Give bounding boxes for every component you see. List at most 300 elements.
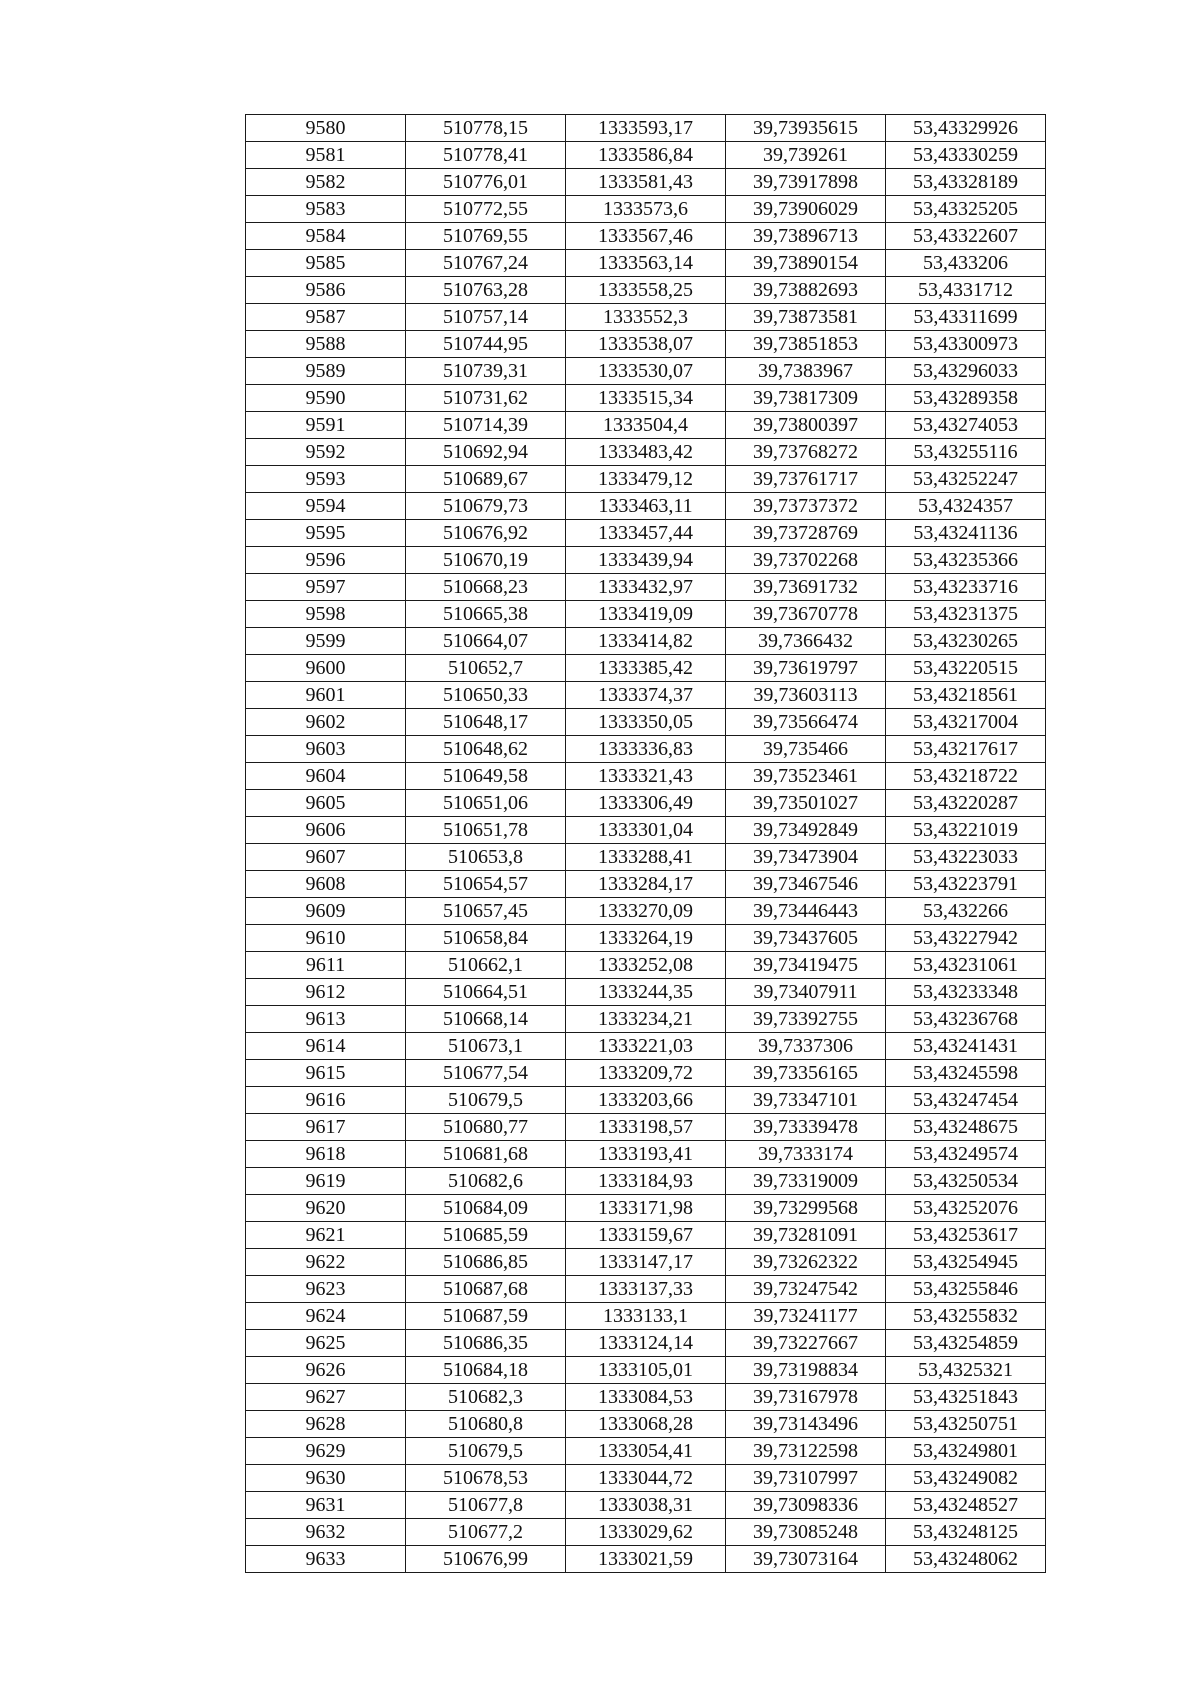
y-coordinate-cell: 1333029,62 — [566, 1519, 726, 1546]
table-row — [246, 1492, 1046, 1519]
table-row — [246, 952, 1046, 979]
x-coordinate-cell: 510744,95 — [406, 331, 566, 358]
point-number-cell: 9612 — [246, 979, 406, 1006]
longitude-cell: 39,739261 — [726, 142, 886, 169]
y-coordinate-cell: 1333193,41 — [566, 1141, 726, 1168]
y-coordinate-cell: 1333044,72 — [566, 1465, 726, 1492]
point-number-cell: 9614 — [246, 1033, 406, 1060]
latitude-cell: 53,43231375 — [886, 601, 1046, 628]
point-number-cell: 9623 — [246, 1276, 406, 1303]
point-number-cell: 9595 — [246, 520, 406, 547]
y-coordinate-cell: 1333419,09 — [566, 601, 726, 628]
table-row — [246, 898, 1046, 925]
point-number-cell: 9633 — [246, 1546, 406, 1573]
table-row — [246, 1546, 1046, 1573]
point-number-cell: 9599 — [246, 628, 406, 655]
x-coordinate-cell: 510680,77 — [406, 1114, 566, 1141]
point-number-cell: 9621 — [246, 1222, 406, 1249]
point-number-cell: 9629 — [246, 1438, 406, 1465]
point-number-cell: 9592 — [246, 439, 406, 466]
longitude-cell: 39,73241177 — [726, 1303, 886, 1330]
longitude-cell: 39,73467546 — [726, 871, 886, 898]
x-coordinate-cell: 510682,3 — [406, 1384, 566, 1411]
table-row — [246, 466, 1046, 493]
longitude-cell: 39,73247542 — [726, 1276, 886, 1303]
point-number-cell: 9597 — [246, 574, 406, 601]
table-row — [246, 385, 1046, 412]
table-row — [246, 1087, 1046, 1114]
x-coordinate-cell: 510662,1 — [406, 952, 566, 979]
table-row — [246, 574, 1046, 601]
x-coordinate-cell: 510664,07 — [406, 628, 566, 655]
latitude-cell: 53,43328189 — [886, 169, 1046, 196]
coordinates-table-body — [246, 115, 1046, 1573]
x-coordinate-cell: 510677,2 — [406, 1519, 566, 1546]
point-number-cell: 9585 — [246, 250, 406, 277]
longitude-cell: 39,73347101 — [726, 1087, 886, 1114]
x-coordinate-cell: 510676,99 — [406, 1546, 566, 1573]
y-coordinate-cell: 1333479,12 — [566, 466, 726, 493]
x-coordinate-cell: 510731,62 — [406, 385, 566, 412]
point-number-cell: 9605 — [246, 790, 406, 817]
latitude-cell: 53,43230265 — [886, 628, 1046, 655]
table-row — [246, 196, 1046, 223]
longitude-cell: 39,73437605 — [726, 925, 886, 952]
point-number-cell: 9608 — [246, 871, 406, 898]
point-number-cell: 9588 — [246, 331, 406, 358]
latitude-cell: 53,43233348 — [886, 979, 1046, 1006]
longitude-cell: 39,73935615 — [726, 115, 886, 142]
y-coordinate-cell: 1333432,97 — [566, 574, 726, 601]
y-coordinate-cell: 1333538,07 — [566, 331, 726, 358]
x-coordinate-cell: 510676,92 — [406, 520, 566, 547]
longitude-cell: 39,73407911 — [726, 979, 886, 1006]
x-coordinate-cell: 510648,62 — [406, 736, 566, 763]
point-number-cell: 9587 — [246, 304, 406, 331]
latitude-cell: 53,43241431 — [886, 1033, 1046, 1060]
point-number-cell: 9622 — [246, 1249, 406, 1276]
latitude-cell: 53,43248675 — [886, 1114, 1046, 1141]
point-number-cell: 9583 — [246, 196, 406, 223]
table-row — [246, 1141, 1046, 1168]
x-coordinate-cell: 510652,7 — [406, 655, 566, 682]
y-coordinate-cell: 1333038,31 — [566, 1492, 726, 1519]
y-coordinate-cell: 1333374,37 — [566, 682, 726, 709]
longitude-cell: 39,73446443 — [726, 898, 886, 925]
point-number-cell: 9609 — [246, 898, 406, 925]
table-row — [246, 1195, 1046, 1222]
y-coordinate-cell: 1333558,25 — [566, 277, 726, 304]
latitude-cell: 53,43300973 — [886, 331, 1046, 358]
longitude-cell: 39,735466 — [726, 736, 886, 763]
y-coordinate-cell: 1333593,17 — [566, 115, 726, 142]
latitude-cell: 53,43220515 — [886, 655, 1046, 682]
table-row — [246, 1249, 1046, 1276]
table-row — [246, 1411, 1046, 1438]
table-row — [246, 304, 1046, 331]
point-number-cell: 9602 — [246, 709, 406, 736]
y-coordinate-cell: 1333563,14 — [566, 250, 726, 277]
y-coordinate-cell: 1333203,66 — [566, 1087, 726, 1114]
point-number-cell: 9610 — [246, 925, 406, 952]
longitude-cell: 39,73492849 — [726, 817, 886, 844]
longitude-cell: 39,73603113 — [726, 682, 886, 709]
x-coordinate-cell: 510757,14 — [406, 304, 566, 331]
y-coordinate-cell: 1333385,42 — [566, 655, 726, 682]
x-coordinate-cell: 510685,59 — [406, 1222, 566, 1249]
latitude-cell: 53,43255846 — [886, 1276, 1046, 1303]
latitude-cell: 53,43241136 — [886, 520, 1046, 547]
table-row — [246, 655, 1046, 682]
x-coordinate-cell: 510778,15 — [406, 115, 566, 142]
latitude-cell: 53,43233716 — [886, 574, 1046, 601]
x-coordinate-cell: 510686,85 — [406, 1249, 566, 1276]
x-coordinate-cell: 510778,41 — [406, 142, 566, 169]
latitude-cell: 53,43325205 — [886, 196, 1046, 223]
longitude-cell: 39,73702268 — [726, 547, 886, 574]
longitude-cell: 39,73356165 — [726, 1060, 886, 1087]
point-number-cell: 9615 — [246, 1060, 406, 1087]
point-number-cell: 9589 — [246, 358, 406, 385]
latitude-cell: 53,43249082 — [886, 1465, 1046, 1492]
point-number-cell: 9593 — [246, 466, 406, 493]
latitude-cell: 53,43235366 — [886, 547, 1046, 574]
longitude-cell: 39,73198834 — [726, 1357, 886, 1384]
table-row — [246, 547, 1046, 574]
longitude-cell: 39,73691732 — [726, 574, 886, 601]
longitude-cell: 39,73085248 — [726, 1519, 886, 1546]
y-coordinate-cell: 1333515,34 — [566, 385, 726, 412]
x-coordinate-cell: 510673,1 — [406, 1033, 566, 1060]
latitude-cell: 53,43249574 — [886, 1141, 1046, 1168]
latitude-cell: 53,4331712 — [886, 277, 1046, 304]
longitude-cell: 39,73262322 — [726, 1249, 886, 1276]
table-row — [246, 1303, 1046, 1330]
latitude-cell: 53,43252247 — [886, 466, 1046, 493]
latitude-cell: 53,43217617 — [886, 736, 1046, 763]
y-coordinate-cell: 1333159,67 — [566, 1222, 726, 1249]
longitude-cell: 39,7366432 — [726, 628, 886, 655]
latitude-cell: 53,43218722 — [886, 763, 1046, 790]
table-row — [246, 358, 1046, 385]
x-coordinate-cell: 510686,35 — [406, 1330, 566, 1357]
x-coordinate-cell: 510668,14 — [406, 1006, 566, 1033]
latitude-cell: 53,43217004 — [886, 709, 1046, 736]
latitude-cell: 53,43274053 — [886, 412, 1046, 439]
latitude-cell: 53,43231061 — [886, 952, 1046, 979]
point-number-cell: 9594 — [246, 493, 406, 520]
point-number-cell: 9619 — [246, 1168, 406, 1195]
longitude-cell: 39,73167978 — [726, 1384, 886, 1411]
y-coordinate-cell: 1333288,41 — [566, 844, 726, 871]
y-coordinate-cell: 1333137,33 — [566, 1276, 726, 1303]
table-row — [246, 763, 1046, 790]
y-coordinate-cell: 1333573,6 — [566, 196, 726, 223]
x-coordinate-cell: 510684,18 — [406, 1357, 566, 1384]
y-coordinate-cell: 1333306,49 — [566, 790, 726, 817]
point-number-cell: 9590 — [246, 385, 406, 412]
y-coordinate-cell: 1333350,05 — [566, 709, 726, 736]
x-coordinate-cell: 510651,06 — [406, 790, 566, 817]
y-coordinate-cell: 1333209,72 — [566, 1060, 726, 1087]
table-row — [246, 520, 1046, 547]
latitude-cell: 53,43296033 — [886, 358, 1046, 385]
latitude-cell: 53,432266 — [886, 898, 1046, 925]
point-number-cell: 9600 — [246, 655, 406, 682]
latitude-cell: 53,43311699 — [886, 304, 1046, 331]
point-number-cell: 9631 — [246, 1492, 406, 1519]
table-row — [246, 250, 1046, 277]
y-coordinate-cell: 1333463,11 — [566, 493, 726, 520]
longitude-cell: 39,73073164 — [726, 1546, 886, 1573]
latitude-cell: 53,43289358 — [886, 385, 1046, 412]
table-row — [246, 979, 1046, 1006]
longitude-cell: 39,73523461 — [726, 763, 886, 790]
table-row — [246, 1330, 1046, 1357]
table-row — [246, 1357, 1046, 1384]
x-coordinate-cell: 510668,23 — [406, 574, 566, 601]
latitude-cell: 53,4325321 — [886, 1357, 1046, 1384]
table-row — [246, 871, 1046, 898]
table-row — [246, 493, 1046, 520]
longitude-cell: 39,7333174 — [726, 1141, 886, 1168]
point-number-cell: 9586 — [246, 277, 406, 304]
latitude-cell: 53,43251843 — [886, 1384, 1046, 1411]
latitude-cell: 53,43253617 — [886, 1222, 1046, 1249]
longitude-cell: 39,73619797 — [726, 655, 886, 682]
x-coordinate-cell: 510664,51 — [406, 979, 566, 1006]
table-row — [246, 142, 1046, 169]
point-number-cell: 9604 — [246, 763, 406, 790]
x-coordinate-cell: 510651,78 — [406, 817, 566, 844]
latitude-cell: 53,43252076 — [886, 1195, 1046, 1222]
y-coordinate-cell: 1333184,93 — [566, 1168, 726, 1195]
x-coordinate-cell: 510650,33 — [406, 682, 566, 709]
y-coordinate-cell: 1333054,41 — [566, 1438, 726, 1465]
table-row — [246, 1222, 1046, 1249]
x-coordinate-cell: 510687,68 — [406, 1276, 566, 1303]
point-number-cell: 9613 — [246, 1006, 406, 1033]
longitude-cell: 39,73768272 — [726, 439, 886, 466]
latitude-cell: 53,433206 — [886, 250, 1046, 277]
longitude-cell: 39,73728769 — [726, 520, 886, 547]
point-number-cell: 9580 — [246, 115, 406, 142]
longitude-cell: 39,7337306 — [726, 1033, 886, 1060]
x-coordinate-cell: 510678,53 — [406, 1465, 566, 1492]
longitude-cell: 39,73339478 — [726, 1114, 886, 1141]
longitude-cell: 39,73896713 — [726, 223, 886, 250]
point-number-cell: 9618 — [246, 1141, 406, 1168]
longitude-cell: 39,73473904 — [726, 844, 886, 871]
table-row — [246, 1168, 1046, 1195]
point-number-cell: 9596 — [246, 547, 406, 574]
y-coordinate-cell: 1333198,57 — [566, 1114, 726, 1141]
point-number-cell: 9611 — [246, 952, 406, 979]
table-row — [246, 223, 1046, 250]
y-coordinate-cell: 1333021,59 — [566, 1546, 726, 1573]
longitude-cell: 39,73800397 — [726, 412, 886, 439]
longitude-cell: 39,73851853 — [726, 331, 886, 358]
x-coordinate-cell: 510772,55 — [406, 196, 566, 223]
latitude-cell: 53,43248125 — [886, 1519, 1046, 1546]
y-coordinate-cell: 1333171,98 — [566, 1195, 726, 1222]
latitude-cell: 53,43227942 — [886, 925, 1046, 952]
y-coordinate-cell: 1333530,07 — [566, 358, 726, 385]
y-coordinate-cell: 1333483,42 — [566, 439, 726, 466]
point-number-cell: 9620 — [246, 1195, 406, 1222]
latitude-cell: 53,43250751 — [886, 1411, 1046, 1438]
longitude-cell: 39,73143496 — [726, 1411, 886, 1438]
table-row — [246, 1384, 1046, 1411]
table-row — [246, 817, 1046, 844]
table-row — [246, 277, 1046, 304]
table-row — [246, 601, 1046, 628]
x-coordinate-cell: 510657,45 — [406, 898, 566, 925]
y-coordinate-cell: 1333084,53 — [566, 1384, 726, 1411]
y-coordinate-cell: 1333284,17 — [566, 871, 726, 898]
x-coordinate-cell: 510687,59 — [406, 1303, 566, 1330]
y-coordinate-cell: 1333301,04 — [566, 817, 726, 844]
point-number-cell: 9617 — [246, 1114, 406, 1141]
point-number-cell: 9607 — [246, 844, 406, 871]
latitude-cell: 53,43254945 — [886, 1249, 1046, 1276]
point-number-cell: 9584 — [246, 223, 406, 250]
longitude-cell: 39,73319009 — [726, 1168, 886, 1195]
y-coordinate-cell: 1333414,82 — [566, 628, 726, 655]
longitude-cell: 39,73882693 — [726, 277, 886, 304]
table-row — [246, 169, 1046, 196]
y-coordinate-cell: 1333244,35 — [566, 979, 726, 1006]
point-number-cell: 9624 — [246, 1303, 406, 1330]
x-coordinate-cell: 510649,58 — [406, 763, 566, 790]
longitude-cell: 39,73098336 — [726, 1492, 886, 1519]
x-coordinate-cell: 510769,55 — [406, 223, 566, 250]
latitude-cell: 53,43248527 — [886, 1492, 1046, 1519]
y-coordinate-cell: 1333221,03 — [566, 1033, 726, 1060]
x-coordinate-cell: 510739,31 — [406, 358, 566, 385]
table-row — [246, 331, 1046, 358]
y-coordinate-cell: 1333068,28 — [566, 1411, 726, 1438]
longitude-cell: 39,73227667 — [726, 1330, 886, 1357]
y-coordinate-cell: 1333586,84 — [566, 142, 726, 169]
x-coordinate-cell: 510670,19 — [406, 547, 566, 574]
table-row — [246, 1438, 1046, 1465]
x-coordinate-cell: 510763,28 — [406, 277, 566, 304]
latitude-cell: 53,43250534 — [886, 1168, 1046, 1195]
latitude-cell: 53,43255832 — [886, 1303, 1046, 1330]
x-coordinate-cell: 510684,09 — [406, 1195, 566, 1222]
y-coordinate-cell: 1333124,14 — [566, 1330, 726, 1357]
y-coordinate-cell: 1333439,94 — [566, 547, 726, 574]
table-row — [246, 790, 1046, 817]
longitude-cell: 39,73107997 — [726, 1465, 886, 1492]
x-coordinate-cell: 510692,94 — [406, 439, 566, 466]
x-coordinate-cell: 510689,67 — [406, 466, 566, 493]
x-coordinate-cell: 510681,68 — [406, 1141, 566, 1168]
point-number-cell: 9627 — [246, 1384, 406, 1411]
table-row — [246, 1060, 1046, 1087]
y-coordinate-cell: 1333504,4 — [566, 412, 726, 439]
longitude-cell: 39,73281091 — [726, 1222, 886, 1249]
x-coordinate-cell: 510714,39 — [406, 412, 566, 439]
latitude-cell: 53,43255116 — [886, 439, 1046, 466]
y-coordinate-cell: 1333264,19 — [566, 925, 726, 952]
point-number-cell: 9601 — [246, 682, 406, 709]
table-row — [246, 844, 1046, 871]
table-row — [246, 1006, 1046, 1033]
y-coordinate-cell: 1333581,43 — [566, 169, 726, 196]
latitude-cell: 53,43223791 — [886, 871, 1046, 898]
y-coordinate-cell: 1333567,46 — [566, 223, 726, 250]
point-number-cell: 9603 — [246, 736, 406, 763]
latitude-cell: 53,43249801 — [886, 1438, 1046, 1465]
latitude-cell: 53,43329926 — [886, 115, 1046, 142]
point-number-cell: 9632 — [246, 1519, 406, 1546]
point-number-cell: 9598 — [246, 601, 406, 628]
latitude-cell: 53,4324357 — [886, 493, 1046, 520]
point-number-cell: 9581 — [246, 142, 406, 169]
longitude-cell: 39,73670778 — [726, 601, 886, 628]
point-number-cell: 9630 — [246, 1465, 406, 1492]
y-coordinate-cell: 1333252,08 — [566, 952, 726, 979]
x-coordinate-cell: 510680,8 — [406, 1411, 566, 1438]
x-coordinate-cell: 510654,57 — [406, 871, 566, 898]
longitude-cell: 39,73566474 — [726, 709, 886, 736]
longitude-cell: 39,73817309 — [726, 385, 886, 412]
table-row — [246, 1465, 1046, 1492]
point-number-cell: 9626 — [246, 1357, 406, 1384]
table-row — [246, 925, 1046, 952]
table-row — [246, 439, 1046, 466]
latitude-cell: 53,43247454 — [886, 1087, 1046, 1114]
point-number-cell: 9616 — [246, 1087, 406, 1114]
y-coordinate-cell: 1333270,09 — [566, 898, 726, 925]
y-coordinate-cell: 1333336,83 — [566, 736, 726, 763]
longitude-cell: 39,73122598 — [726, 1438, 886, 1465]
x-coordinate-cell: 510658,84 — [406, 925, 566, 952]
longitude-cell: 39,73761717 — [726, 466, 886, 493]
longitude-cell: 39,7383967 — [726, 358, 886, 385]
x-coordinate-cell: 510677,54 — [406, 1060, 566, 1087]
y-coordinate-cell: 1333552,3 — [566, 304, 726, 331]
latitude-cell: 53,43236768 — [886, 1006, 1046, 1033]
x-coordinate-cell: 510679,5 — [406, 1438, 566, 1465]
x-coordinate-cell: 510679,73 — [406, 493, 566, 520]
y-coordinate-cell: 1333105,01 — [566, 1357, 726, 1384]
latitude-cell: 53,43245598 — [886, 1060, 1046, 1087]
latitude-cell: 53,43254859 — [886, 1330, 1046, 1357]
latitude-cell: 53,43330259 — [886, 142, 1046, 169]
longitude-cell: 39,73890154 — [726, 250, 886, 277]
y-coordinate-cell: 1333457,44 — [566, 520, 726, 547]
longitude-cell: 39,73917898 — [726, 169, 886, 196]
table-row — [246, 115, 1046, 142]
latitude-cell: 53,43223033 — [886, 844, 1046, 871]
y-coordinate-cell: 1333147,17 — [566, 1249, 726, 1276]
longitude-cell: 39,73299568 — [726, 1195, 886, 1222]
table-row — [246, 1519, 1046, 1546]
y-coordinate-cell: 1333133,1 — [566, 1303, 726, 1330]
latitude-cell: 53,43218561 — [886, 682, 1046, 709]
longitude-cell: 39,73392755 — [726, 1006, 886, 1033]
latitude-cell: 53,43221019 — [886, 817, 1046, 844]
point-number-cell: 9625 — [246, 1330, 406, 1357]
coordinates-table — [245, 114, 1046, 1573]
x-coordinate-cell: 510767,24 — [406, 250, 566, 277]
latitude-cell: 53,43322607 — [886, 223, 1046, 250]
point-number-cell: 9606 — [246, 817, 406, 844]
x-coordinate-cell: 510682,6 — [406, 1168, 566, 1195]
